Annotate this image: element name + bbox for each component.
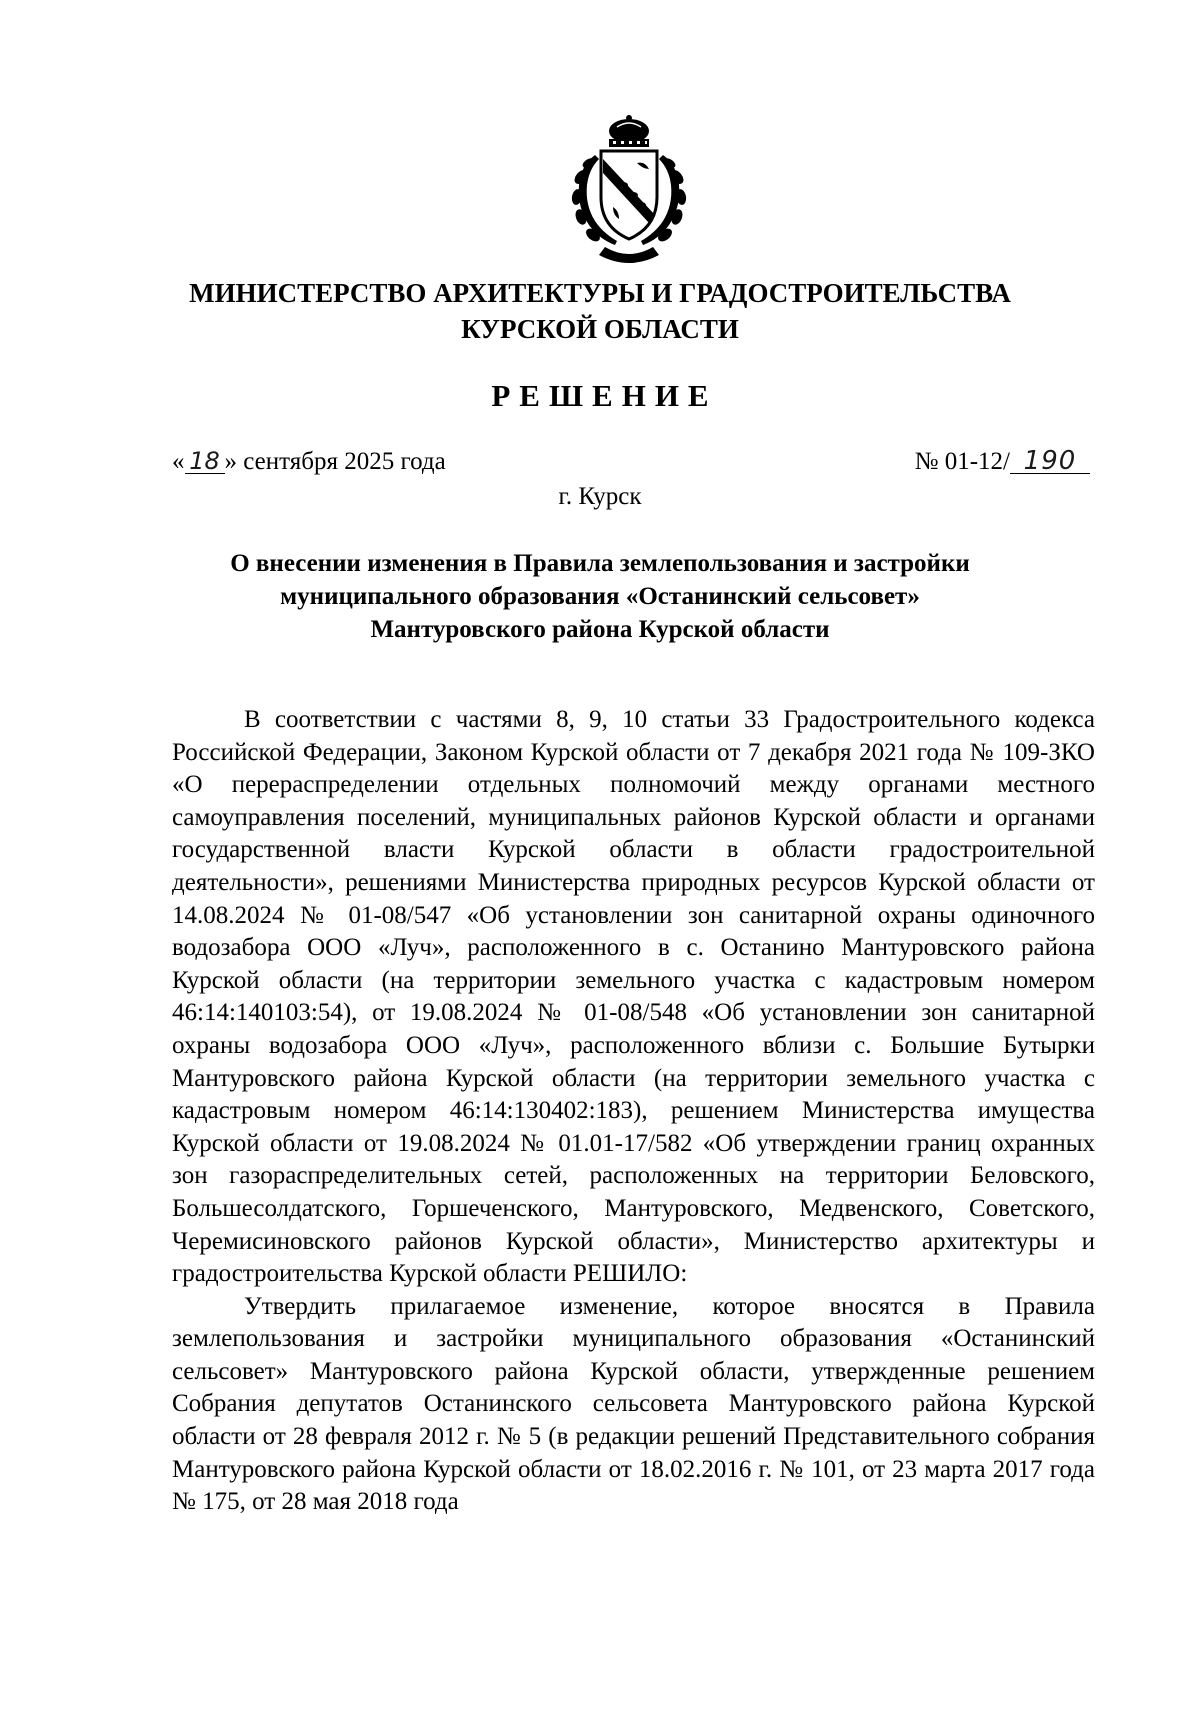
coat-of-arms-emblem-icon bbox=[565, 115, 693, 265]
ministry-name-line2: КУРСКОЙ ОБЛАСТИ bbox=[461, 314, 739, 344]
document-title bbox=[0, 547, 1200, 646]
document-type-heading: РЕШЕНИЕ bbox=[491, 378, 718, 413]
body-paragraph-2: Утвердить прилагаемое изменение, которое вносятся в Правила землепользования и застройки муниципального образования «Останинский сельсовет» Мантуровского района Курской области, утвержденные решением Собрания депутатов Останинского сельсовета Мантуровского района Курской области от 28 февраля 2012 г. № 5 (в редакции решений Представительного собрания Мантуровского района Курской области от 18.02.2016 г. № 101, от 23 марта 2017 года № 175, от 28 мая 2018 года bbox=[172, 1292, 1095, 1516]
document-title-line1: О внесении изменения в Правила землепользования и застройки bbox=[230, 550, 970, 577]
body-paragraph-1: В соответствии с частями 8, 9, 10 статьи 33 Градостроительного кодекса Российской Федерации, Законом Курской области от 7 декабря 2021 года № 109-ЗКО «О перераспределении отдельных полномочий между органами местного самоуправления поселений, муниципальных районов Курской области и органами государственной власти Курской области в области градостроительной деятельности», решениями Министерства природных ресурсов Курской области от 14.08.2024 № 01-08/547 «Об установлении зон санитарной охраны одиночного водозабора ООО «Луч», расположенного в с. Останино Мантуровского района Курской области (на территории земельного участка с кадастровым номером 46:14:140103:54), от 19.08.2024 № 01-08/548 «Об установлении зон санитарной охраны водозабора ООО «Луч», расположенного вблизи с. Большие Бутырки Мантуровского района Курской области (на территории земельного участка с кадастровым номером 46:14:130402:183), решением Министерства имущества Курской области от 19.08.2024 № 01.01-17/582 «Об утверждении границ охранных зон газораспределительных сетей, расположенных на территории Беловского, Большесолдатского, Горшеченского, Мантуровского, Медвенского, Советского, Черемисиновского районов Курской области», Министерство архитектуры и градостроительства Курской области РЕШИЛО: bbox=[172, 706, 1095, 1288]
document-number-prefix: № 01-12/ bbox=[914, 448, 1010, 475]
ministry-name-line1: МИНИСТЕРСТВО АРХИТЕКТУРЫ И ГРАДОСТРОИТЕЛЬСТВА bbox=[189, 278, 1011, 308]
document-city: г. Курск bbox=[558, 483, 642, 510]
date-day-handwritten: 18 bbox=[185, 449, 225, 474]
date-month-year: » сентября 2025 года bbox=[224, 448, 446, 475]
document-body bbox=[172, 704, 1095, 1519]
document-date bbox=[172, 448, 446, 476]
ministry-name bbox=[0, 275, 1200, 347]
document-title-line2: муниципального образования «Останинский сельсовет» bbox=[280, 583, 920, 610]
document-number bbox=[915, 448, 1090, 476]
date-open-quote: « bbox=[172, 448, 185, 475]
document-title-line3: Мантуровского района Курской области bbox=[370, 616, 830, 643]
document-number-handwritten: 190 bbox=[1010, 449, 1090, 474]
